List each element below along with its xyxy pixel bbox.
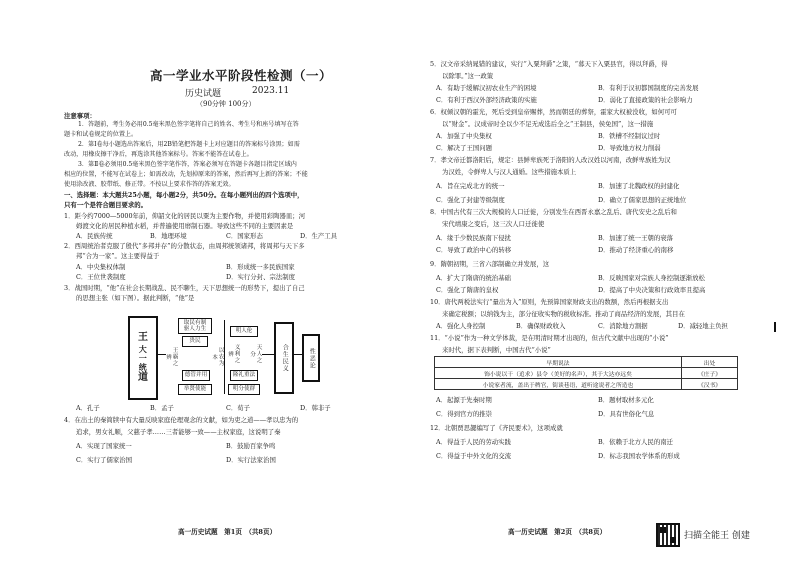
question-2: 2．西周统治者克服了殷代“多邦并存”的分散状态，由周邦统领诸邦，将周邦与天下多 xyxy=(64,242,305,250)
q6-option-a: A．加强了中央集权 xyxy=(436,132,492,140)
q4-option-a: A．实现了国家统一 xyxy=(76,442,132,450)
note-line: 2．第Ⅰ卷每小题选出答案后，用2B铅笔把答题卡上对应题目的答案标号涂黑；如需 xyxy=(78,141,300,148)
q2-option-b: B．形成统一多民族国家 xyxy=(226,263,295,271)
diagram-label: 道 xyxy=(138,371,148,383)
q11-option-c: C．得到官方的推崇 xyxy=(436,410,493,418)
diagram-box: 合生民义 xyxy=(274,322,294,394)
question-10-line2: 来确定税额；以纳钱为主，部分征收实物的税收标准。推动了商品经济的发展，其目在 xyxy=(442,310,685,318)
q7-option-a: A．旨在完成北方的统一 xyxy=(436,182,505,190)
table-cell: 小说家者流，盖出于稗官，街谈巷语，道听途说者之所造也 xyxy=(435,379,682,390)
q4-option-d: D．实行法家治国 xyxy=(226,456,276,464)
q1-option-b: B．地理环境 xyxy=(150,232,187,240)
question-6: 6．权倾汉朝的霍光，死后受到皇帝赐葬，然而朝廷的葬祭，霍家大权被没收，如何可可 xyxy=(430,108,677,116)
q11-option-b: B．题材取材多元化 xyxy=(598,396,654,404)
diagram-box: 取民有制 驱人力生 xyxy=(178,318,212,334)
page-footer: 高一历史试题 第1页 （共8页） xyxy=(178,528,277,536)
question-3: 3．战国时期，“他”在社会长期战乱、民不聊生，天下思想统一的形势下，提出了自己 xyxy=(64,284,305,292)
q8-option-b: B．加速了统一王朝的衰落 xyxy=(598,234,673,242)
q10-option-c: C．消除地方割据 xyxy=(598,322,648,330)
question-1-line2: 姆渡文化的居民种植水稻，并普遍使用磨制石器。导致这些不同的主要因素是 xyxy=(76,222,294,230)
q6-option-c: C．解决了王国问题 xyxy=(436,144,493,152)
table-cell: 《汉书》 xyxy=(682,379,738,390)
diagram-box: 义利之辨 xyxy=(228,342,238,366)
q7-option-d: D．确立了儒家思想的正统地位 xyxy=(598,196,687,204)
q5-option-b: B．有利于汉初都国制度的完善发展 xyxy=(598,84,699,92)
q1-option-a: A．民族传统 xyxy=(76,232,113,240)
diagram-box: 德管并用 xyxy=(182,370,210,381)
diagram-wang-box xyxy=(128,316,158,400)
diagram-box: 王霸之辨 xyxy=(165,347,178,367)
q7-option-c: C．强化了封建等级制度 xyxy=(436,196,505,204)
table-header: 出处 xyxy=(682,357,738,368)
q12-option-a: A．得益于人民的劳动实践 xyxy=(436,438,511,446)
q4-option-c: C．实行了儒家治国 xyxy=(76,456,133,464)
question-3-line2: 的思想主张（如下图）。据此判断，“他”是 xyxy=(76,294,195,302)
table-header: 早期说法 xyxy=(435,357,682,368)
q12-option-b: B．依赖于北方人民的南迁 xyxy=(598,438,673,446)
question-11-line2: 来时代，据下表判断，中国古代“小说” xyxy=(442,346,551,354)
section-heading: 一、选择题：本大题共25小题，每小题2分，共50分。在每小题列出的四个选项中， xyxy=(64,191,304,199)
diagram-box: 举贤使能 xyxy=(178,384,212,395)
q2-option-a: A．中央集权体制 xyxy=(76,263,126,271)
q10-option-b: B．确保财政收入 xyxy=(516,322,566,330)
q6-option-b: B．铁槽不经制议过时 xyxy=(598,132,661,140)
diagram-box: 贵民 xyxy=(182,336,208,347)
q12-option-d: D．标志我国农学体系的形成 xyxy=(598,452,680,460)
note-line: 3．第Ⅱ卷必须用0.5毫米黑色签字笔作答，答案必须写在答题卡各题目指定区域内 xyxy=(78,161,297,168)
q5-option-d: D．弱化了直接政策的社会影响力 xyxy=(598,96,693,104)
question-8: 8．中国古代有三次大规模的人口迁徙，分别发生在西晋永嘉之乱后、唐代安史之乱后和 xyxy=(430,208,677,216)
question-7-line2: 为汉姓，令鲜卑人与汉人通婚。这些措施本质上 xyxy=(442,168,577,176)
diagram-label: 王 xyxy=(138,332,148,343)
diagram-label: 大一统 xyxy=(138,344,149,372)
q4-option-b: B．鼓励百家争鸣 xyxy=(226,442,276,450)
margin-mark xyxy=(774,322,776,332)
q5-option-c: C．有利于西汉外部经济政策的实施 xyxy=(436,96,537,104)
diagram-box: 隆礼重法 xyxy=(230,370,258,381)
question-11: 11．“小说”作为一种文学体裁，是在明清时期才出现的，但古代文献中出现的“小说” xyxy=(430,334,669,342)
thought-diagram xyxy=(128,316,376,398)
table-row xyxy=(435,368,738,379)
diagram-box: 明人伦 xyxy=(230,326,258,337)
q3-option-b: B．孟子 xyxy=(150,404,174,412)
q8-option-a: A．缘于少数民族南下侵扰 xyxy=(436,234,511,242)
q9-option-a: A．扩大了隋唐的统治基础 xyxy=(436,274,511,282)
note-line: 改动，用橡皮擦干净后，再选涂其他答案标号。答案不能答在试卷上。 xyxy=(64,151,253,158)
question-10: 10．唐代两税法实行“量出为入”原则，先预算国家财政支出的数额，然后再根据支出 xyxy=(430,298,669,306)
question-7: 7．孝文帝迁都洛阳后，规定：县鲜卑族死于洛阳的人改汉姓以河南，改鲜卑族姓为汉 xyxy=(430,156,671,164)
q9-option-b: B．反映国家对宗族人身控制逐渐放松 xyxy=(598,274,705,282)
question-4: 4．在出土的秦简牍中有大量反映家庭伦理观念的文献，如为吏之道——孝以忠为的 xyxy=(64,416,299,424)
exam-title: 高一学业水平阶段性检测（一） xyxy=(150,68,333,83)
connector xyxy=(262,354,274,355)
q3-option-a: A．孔子 xyxy=(76,404,100,412)
q3-option-d: D．韩非子 xyxy=(300,404,331,412)
q2-option-d: D．实行分封、宗法制度 xyxy=(226,273,296,281)
note-line: 相应的位置，不能写在试卷上；如需改动，先划掉原来的答案，然后再写上新的答案；不能 xyxy=(64,171,308,178)
duration: （90分钟 100分） xyxy=(196,100,256,108)
question-8-line2: 宋代靖康之变后，这三次人口迁徙使 xyxy=(442,220,545,228)
notes-heading: 注意事项： xyxy=(64,112,96,120)
question-12: 12．北朝贾思勰编写了《齐民要术》，这项成就 xyxy=(430,424,563,432)
q8-option-c: C．导致了政治中心的转移 xyxy=(436,246,512,254)
question-4-line2: 追求，男女礼顺，父慈子孝……三者能够一致——主权家庭，这说明了秦 xyxy=(76,428,281,436)
note-line: 使用涂改液、胶带纸、修正带。不按以上要求作答的答案无效。 xyxy=(64,181,235,188)
q10-option-d: D．减轻地主负担 xyxy=(678,322,728,330)
exam-date: 2023.11 xyxy=(252,86,290,96)
q11-option-d: D．具有世俗化气息 xyxy=(598,410,655,418)
diagram-box: 性恶论 xyxy=(302,334,320,382)
section-heading-2: 只有一个是符合题目要求的。 xyxy=(64,201,148,209)
connector xyxy=(292,354,302,355)
q1-option-c: C．国家形态 xyxy=(226,232,263,240)
q10-option-a: A．强化人身控制 xyxy=(436,322,486,330)
diagram-box: 以农为本 xyxy=(211,347,224,367)
q6-option-d: D．导致地方权力削弱 xyxy=(598,144,661,152)
source-table xyxy=(434,356,738,390)
q1-option-d: D．生产工具 xyxy=(300,232,338,240)
q12-option-c: C．得益于中外文化的交流 xyxy=(436,452,512,460)
question-1: 1．距今约7000—5000年前，仰韶文化的居民以粟为主要作物，并使用彩陶器皿；河 xyxy=(64,212,306,220)
scanner-watermark: 扫描全能王 创建 xyxy=(684,531,750,541)
question-2-line2: 邦“合为一家”。这主要得益于 xyxy=(76,252,160,260)
q9-option-d: D．提高了中央决策和行政效率且提高 xyxy=(598,286,706,294)
table-cell: 饰小说以干（追求）县令（美好的名声），其于大达亦远矣 xyxy=(435,368,682,379)
question-5: 5．汉文帝采纳晁错的建议，实行“入粟拜爵”之策，“募天下入粟县官，得以拜爵，得 xyxy=(430,60,668,68)
note-line: 题卡和试卷规定的位置上。 xyxy=(64,131,138,138)
question-9: 9．隋朝初期，三省六部制确立并发展，这 xyxy=(430,260,550,268)
question-5-line2: 以除罪。”这一政策 xyxy=(442,72,494,80)
q2-option-c: C．王位世袭制度 xyxy=(76,273,126,281)
table-row xyxy=(435,379,738,390)
diagram-box: 明分使群 xyxy=(228,384,260,395)
q9-option-c: C．强化了隋唐的皇权 xyxy=(436,286,499,294)
page-footer: 高一历史试题 第2页 （共8页） xyxy=(508,528,607,536)
diagram-box: 天人之分 xyxy=(250,342,260,366)
q5-option-a: A．有助于缓解汉初农业生产的困境 xyxy=(436,84,537,92)
page-right xyxy=(398,0,794,561)
divider xyxy=(224,320,225,394)
q11-option-a: A．起源于先秦时期 xyxy=(436,396,492,404)
q3-option-c: C．荀子 xyxy=(226,404,251,412)
note-line: 1．答题前，考生务必用0.5毫米黑色签字笔将自己的姓名、考生号和座号填写在答 xyxy=(78,121,299,128)
qr-code-icon xyxy=(656,523,680,547)
q7-option-b: B．加速了北魏政权的封建化 xyxy=(598,182,680,190)
question-6-line2: 以“财金”。汉成帝时全以少不足无成选后全之“王制县，侯免国”，这一措施 xyxy=(442,120,654,128)
table-cell: 《庄子》 xyxy=(682,368,738,379)
subject: 历史试题 xyxy=(185,89,222,99)
q8-option-d: D．推动了经济重心的南移 xyxy=(598,246,674,254)
